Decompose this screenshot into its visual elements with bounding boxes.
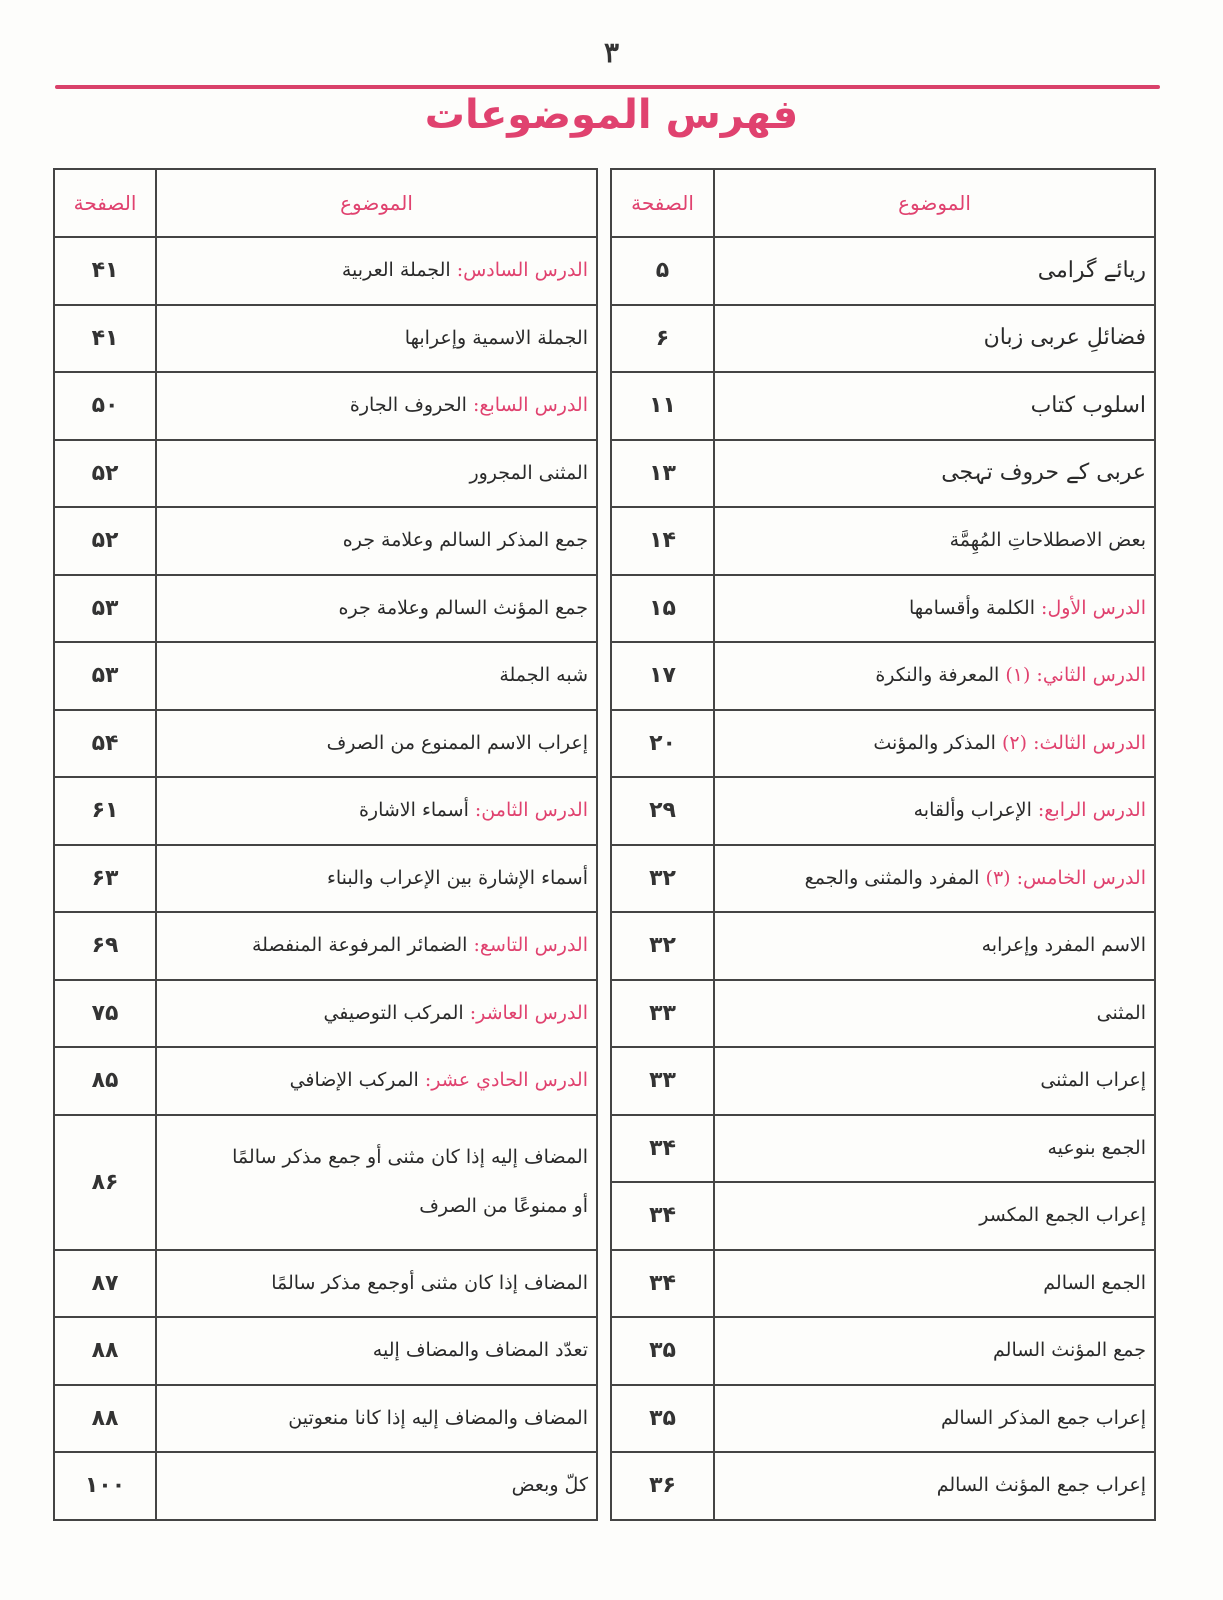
lesson-part-number: (٣) (985, 866, 1011, 889)
entry-topic (714, 1115, 1155, 1183)
entry-page-number: ۳۲ (611, 912, 714, 980)
topic-text: الإعراب وألقابه (913, 799, 1032, 822)
toc-entry (54, 1047, 597, 1115)
toc-entry (54, 1250, 597, 1318)
entry-topic (156, 1317, 597, 1385)
entry-page-number: ۴۱ (54, 237, 156, 305)
entry-page-number: ۳۵ (611, 1317, 714, 1385)
entry-topic (714, 575, 1155, 643)
toc-entry (611, 575, 1155, 643)
entry-topic (156, 710, 597, 778)
entry-page-number: ۳۴ (611, 1182, 714, 1250)
topic-text: الجمع بنوعيه (1047, 1136, 1146, 1159)
entry-topic (156, 372, 597, 440)
entry-page-number: ۳۲ (611, 845, 714, 913)
entry-topic (156, 507, 597, 575)
entry-page-number: ۳۴ (611, 1115, 714, 1183)
toc-entry (611, 1385, 1155, 1453)
entry-page-number: ۵۰ (54, 372, 156, 440)
topic-text: الجملة العربية (341, 259, 451, 282)
toc-entry (54, 305, 597, 373)
entry-topic (714, 642, 1155, 710)
entry-topic (714, 237, 1155, 305)
topic-text: الاسم المفرد وإعرابه (981, 934, 1146, 957)
topic-text: المضاف والمضاف إليه إذا كانا منعوتين (288, 1406, 588, 1429)
topic-text: جمع المذكر السالم وعلامة جره (342, 529, 588, 552)
entry-page-number: ۶۹ (54, 912, 156, 980)
topic-text-line2: أو ممنوعًا من الصرف (419, 1195, 588, 1217)
entry-page-number: ۶۳ (54, 845, 156, 913)
lesson-label: الدرس الثالث: (1033, 731, 1146, 754)
entry-page-number: ۷۵ (54, 980, 156, 1048)
toc-entry (54, 912, 597, 980)
entry-topic (714, 507, 1155, 575)
topic-text: فضائلِ عربی زبان (983, 325, 1146, 351)
column-header-page: الصفحة (54, 169, 156, 237)
topic-text: كلّ وبعض (511, 1474, 588, 1497)
toc-entry (54, 1452, 597, 1520)
topic-text: الجملة الاسمية وإعرابها (404, 326, 588, 349)
entry-topic (156, 440, 597, 508)
entry-topic (714, 980, 1155, 1048)
topic-text: الحروف الجارة (349, 394, 467, 417)
topic-text: أسماء الإشارة بين الإعراب والبناء (326, 866, 588, 889)
toc-entry (54, 980, 597, 1048)
entry-topic (714, 710, 1155, 778)
toc-entry (54, 1115, 597, 1250)
topic-text: عربی کے حروف تہجی (941, 460, 1146, 486)
toc-entry (54, 507, 597, 575)
entry-topic (156, 642, 597, 710)
toc-table-right (610, 168, 1156, 1521)
column-header-topic: الموضوع (714, 169, 1155, 237)
lesson-label: الدرس الأول: (1041, 596, 1146, 619)
entry-topic (714, 1317, 1155, 1385)
entry-topic (156, 237, 597, 305)
entry-page-number: ۸۷ (54, 1250, 156, 1318)
topic-text: إعراب جمع المؤنث السالم (936, 1474, 1146, 1497)
entry-page-number: ۱۳ (611, 440, 714, 508)
toc-entry (611, 507, 1155, 575)
toc-entry (611, 1250, 1155, 1318)
table-header-row (611, 169, 1155, 237)
entry-page-number: ۵۲ (54, 440, 156, 508)
entry-topic (714, 845, 1155, 913)
toc-entry (611, 372, 1155, 440)
toc-entry (611, 642, 1155, 710)
toc-entry (54, 1317, 597, 1385)
page-number: ٣ (603, 36, 620, 69)
entry-topic (714, 1385, 1155, 1453)
header-rule (55, 85, 1160, 89)
entry-page-number: ۶۱ (54, 777, 156, 845)
entry-page-number: ۲۹ (611, 777, 714, 845)
entry-page-number: ۵ (611, 237, 714, 305)
entry-topic (156, 1452, 597, 1520)
topic-text: المركب التوصيفي (323, 1001, 464, 1024)
entry-page-number: ۱۱ (611, 372, 714, 440)
topic-text: المثنى (1096, 1001, 1146, 1024)
topic-text: الجمع السالم (1043, 1271, 1146, 1294)
entry-page-number: ۳۳ (611, 1047, 714, 1115)
topic-text: شبه الجملة (499, 664, 588, 687)
toc-entry (611, 710, 1155, 778)
toc-entry (611, 1115, 1155, 1183)
entry-page-number: ۸۸ (54, 1317, 156, 1385)
entry-page-number: ۱۰۰ (54, 1452, 156, 1520)
topic-text: المضاف إذا كان مثنى أوجمع مذكر سالمًا (271, 1271, 588, 1294)
toc-entry (611, 980, 1155, 1048)
toc-entry (54, 642, 597, 710)
toc-entry (611, 912, 1155, 980)
entry-topic (714, 1047, 1155, 1115)
lesson-label: الدرس التاسع: (473, 934, 588, 957)
entry-page-number: ۵۴ (54, 710, 156, 778)
entry-page-number: ۴۱ (54, 305, 156, 373)
column-header-page: الصفحة (611, 169, 714, 237)
entry-page-number: ۶ (611, 305, 714, 373)
toc-entry (54, 777, 597, 845)
entry-topic (714, 912, 1155, 980)
entry-page-number: ۸۶ (54, 1115, 156, 1250)
topic-text: اسلوب کتاب (1030, 392, 1146, 418)
topic-text: تعدّد المضاف والمضاف إليه (372, 1339, 588, 1362)
entry-topic (156, 912, 597, 980)
entry-topic (156, 1385, 597, 1453)
entry-topic (156, 777, 597, 845)
entry-page-number: ۸۵ (54, 1047, 156, 1115)
entry-topic (156, 1047, 597, 1115)
entry-page-number: ۲۰ (611, 710, 714, 778)
topic-text: المركب الإضافي (289, 1069, 419, 1092)
lesson-label: الدرس الخامس: (1016, 866, 1146, 889)
entry-page-number: ۱۵ (611, 575, 714, 643)
entry-topic (156, 1250, 597, 1318)
lesson-label: الدرس الثامن: (474, 799, 588, 822)
toc-entry (54, 1385, 597, 1453)
topic-text: المفرد والمثنى والجمع (804, 866, 980, 889)
column-header-topic: الموضوع (156, 169, 597, 237)
lesson-label: الدرس السابع: (472, 394, 588, 417)
lesson-label: الدرس العاشر: (469, 1001, 588, 1024)
toc-entry (611, 440, 1155, 508)
entry-topic (714, 440, 1155, 508)
toc-entry (611, 237, 1155, 305)
toc-entry (611, 777, 1155, 845)
lesson-label: الدرس السادس: (456, 259, 588, 282)
topic-text: المثنى المجرور (469, 461, 588, 484)
entry-page-number: ۳۴ (611, 1250, 714, 1318)
entry-topic (714, 777, 1155, 845)
entry-topic (714, 305, 1155, 373)
toc-entry (611, 1182, 1155, 1250)
toc-entry (54, 372, 597, 440)
entry-page-number: ۵۳ (54, 575, 156, 643)
topic-text: إعراب جمع المذكر السالم (940, 1406, 1146, 1429)
topic-text: المضاف إليه إذا كان مثنى أو جمع مذكر سالمًا (232, 1146, 588, 1169)
entry-page-number: ۸۸ (54, 1385, 156, 1453)
topic-text: أسماء الاشارة (358, 799, 469, 822)
lesson-label: الدرس الثاني: (1036, 664, 1146, 687)
entry-page-number: ۳۳ (611, 980, 714, 1048)
topic-text: إعراب المثنى (1040, 1069, 1146, 1092)
page-title: فهرس الموضوعات (424, 92, 799, 138)
toc-entry (54, 710, 597, 778)
lesson-label: الدرس الرابع: (1037, 799, 1146, 822)
entry-page-number: ۳۵ (611, 1385, 714, 1453)
lesson-part-number: (٢) (1002, 731, 1028, 754)
entry-topic (156, 845, 597, 913)
entry-topic (714, 1250, 1155, 1318)
topic-text: إعراب الاسم الممنوع من الصرف (326, 731, 588, 754)
topic-text: جمع المؤنث السالم (993, 1339, 1146, 1362)
lesson-label: الدرس الحادي عشر: (424, 1069, 588, 1092)
entry-topic (156, 305, 597, 373)
entry-topic (714, 372, 1155, 440)
entry-page-number: ۱۷ (611, 642, 714, 710)
topic-text: بعض الاصطلاحاتِ المُهِمَّة (949, 529, 1146, 552)
toc-entry (54, 575, 597, 643)
toc-entry (54, 237, 597, 305)
toc-entry (611, 1317, 1155, 1385)
entry-topic (156, 1115, 597, 1250)
topic-text: إعراب الجمع المكسر (979, 1204, 1146, 1227)
table-header-row (54, 169, 597, 237)
toc-entry (611, 305, 1155, 373)
entry-page-number: ۵۳ (54, 642, 156, 710)
topic-text: جمع المؤنث السالم وعلامة جره (338, 596, 588, 619)
entry-topic (156, 575, 597, 643)
lesson-part-number: (١) (1005, 664, 1031, 687)
toc-entry (611, 1452, 1155, 1520)
topic-text: ریائے گرامی (1037, 257, 1146, 283)
topic-text: المذكر والمؤنث (873, 731, 996, 754)
entry-topic (714, 1182, 1155, 1250)
topic-text: المعرفة والنكرة (875, 664, 1000, 687)
toc-entry (611, 1047, 1155, 1115)
toc-entry (611, 845, 1155, 913)
topic-text: الضمائر المرفوعة المنفصلة (251, 934, 468, 957)
topic-text: الكلمة وأقسامها (908, 596, 1035, 619)
toc-entry (54, 440, 597, 508)
entry-page-number: ۳۶ (611, 1452, 714, 1520)
entry-topic (714, 1452, 1155, 1520)
toc-entry (54, 845, 597, 913)
entry-page-number: ۱۴ (611, 507, 714, 575)
toc-table-left (53, 168, 598, 1521)
entry-page-number: ۵۲ (54, 507, 156, 575)
entry-topic (156, 980, 597, 1048)
